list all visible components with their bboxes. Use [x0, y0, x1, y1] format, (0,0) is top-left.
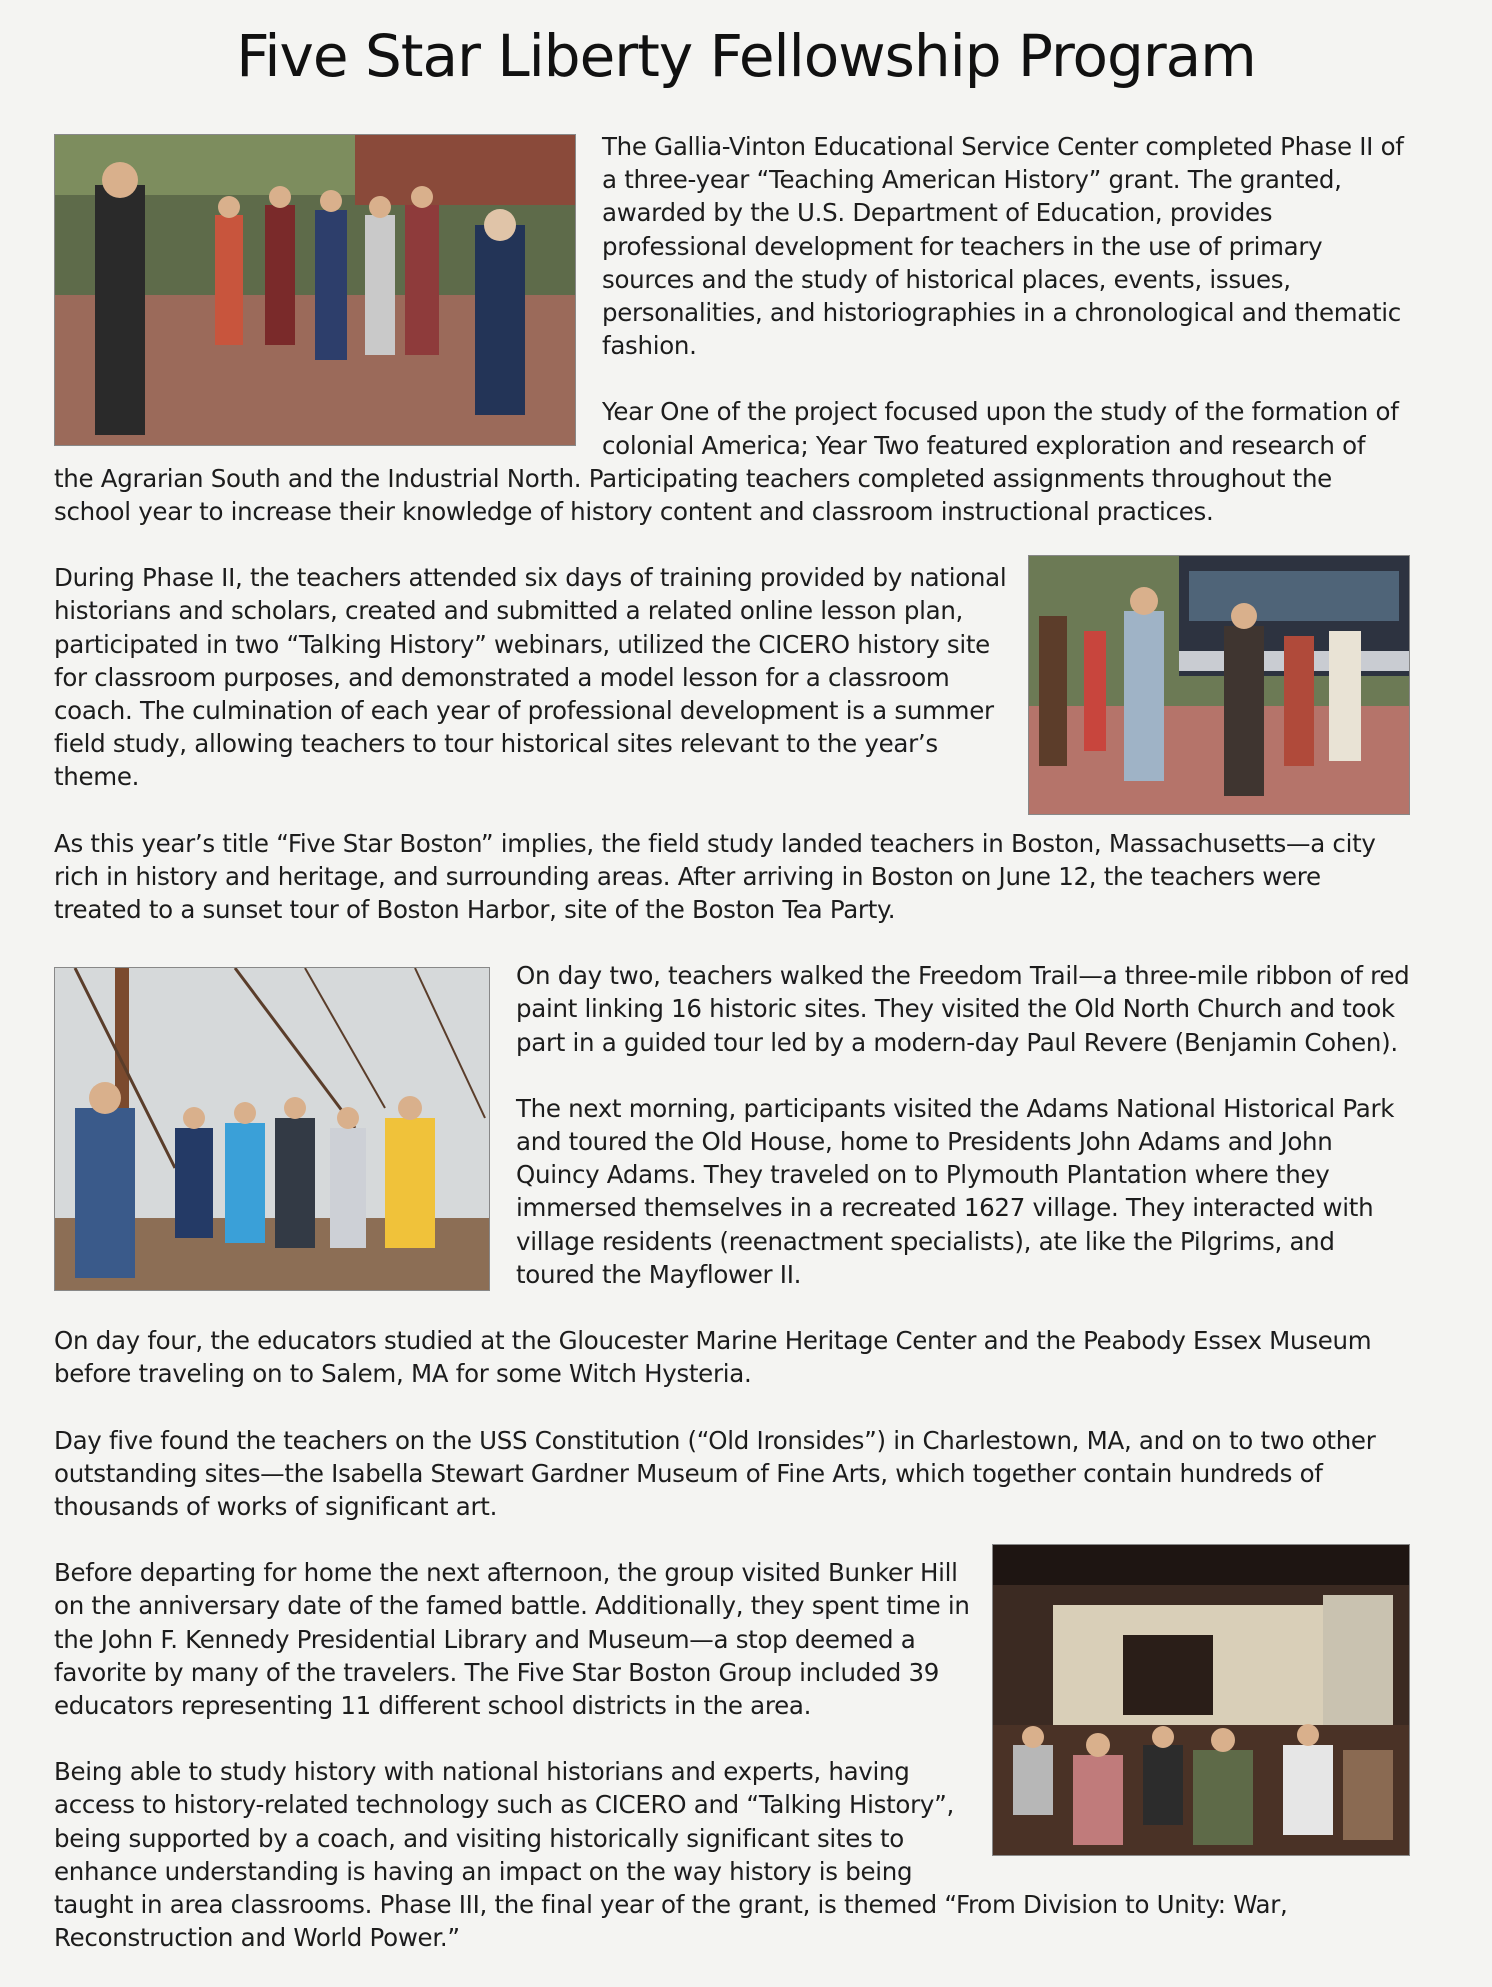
ship-deck-illustration	[55, 968, 489, 1290]
photo-walking-tour-group	[54, 134, 576, 446]
paragraph-7: On day four, the educators studied at the Gloucester Marine Heritage Center and the Peabody Essex Museum before traveling on to Salem, MA for some Witch Hysteria.	[54, 1326, 1372, 1389]
paragraph-4: As this year’s title “Five Star Boston” implies, the field study landed teachers in Boston, Massachusetts—a city rich in history and heritage, and surrounding areas. After arriving in Boston on June 12, the teachers were treated to a sunset tour of Boston Harbor, site of the Boston Tea Party.	[54, 828, 1376, 925]
paragraph-6: The next morning, participants visited the Adams National Historical Park and toured the Old House, home to Presidents John Adams and John Quincy Adams. They traveled on to Plymouth Plantation where they immersed themselves in a recreated 1627 village. They interacted with village residents (reenactment specialists), ate like the Pilgrims, and toured the Mayflower II.	[516, 1093, 1395, 1289]
bus-illustration	[1029, 556, 1409, 814]
paragraph-1: The Gallia-Vinton Educational Service Center completed Phase II of a three-year “Teaching American History” grant. The granted, awarded by the U.S. Department of Education, provides professional development for teachers in the use of primary sources and the study of historical places, events, issues, personalities, and historiographies in a chronological and thematic fashion.	[602, 132, 1404, 361]
paragraph-8: Day five found the teachers on the USS Constitution (“Old Ironsides”) in Charlestown, MA, and on to two other outstanding sites—the Isabella Stewart Gardner Museum of Fine Arts, which together contain hundreds of thousands of works of significant art.	[54, 1425, 1376, 1521]
paragraph-10: Being able to study history with national historians and experts, having access to history-related technology such as CICERO and “Talking History”, being supported by a coach, and visiting historically significant sites to enhance understanding is having an impact on the way history is being taught in area classrooms. Phase III, the final year of the grant, is themed “From Division to Unity: War, Reconstruction and World Power.”	[54, 1757, 1288, 1953]
photo-teachers-near-bus	[1028, 555, 1410, 815]
page-title: Five Star Liberty Fellowship Program	[236, 22, 1256, 90]
paragraph-9: Before departing for home the next afternoon, the group visited Bunker Hill on the anniversary date of the famed battle. Additionally, they spent time in the John F. Kennedy Presidential Library and Museum—a stop deemed a favorite by many of the travelers. The Five Star Boston Group included 39 educators representing 11 different school districts in the area.	[54, 1558, 970, 1720]
photo-group-on-ship-deck	[54, 967, 490, 1291]
tavern-illustration	[993, 1545, 1409, 1855]
paragraph-5: On day two, teachers walked the Freedom Trail—a three-mile ribbon of red paint linking 16 historic sites. They visited the Old North Church and took part in a guided tour led by a modern-day Paul Revere (Benjamin Cohen).	[516, 961, 1410, 1057]
paragraph-3: During Phase II, the teachers attended six days of training provided by national historians and scholars, created and submitted a related online lesson plan, participated in two “Talking History” webinars, utilized the CICERO history site for classroom purposes, and demonstrated a model lesson for a classroom coach. The culmination of each year of professional development is a summer field study, allowing teachers to tour historical sites relevant to the year’s theme.	[54, 563, 1007, 792]
walking-tour-illustration	[55, 135, 575, 445]
photo-group-in-tavern	[992, 1544, 1410, 1856]
article-body	[54, 130, 1410, 1987]
paragraph-2: Year One of the project focused upon the study of the formation of colonial America; Year Two featured exploration and research of the Agrarian South and the Industrial North. Participating teachers completed assignments throughout the school year to increase their knowledge of history content and classroom instructional practices.	[54, 397, 1399, 527]
